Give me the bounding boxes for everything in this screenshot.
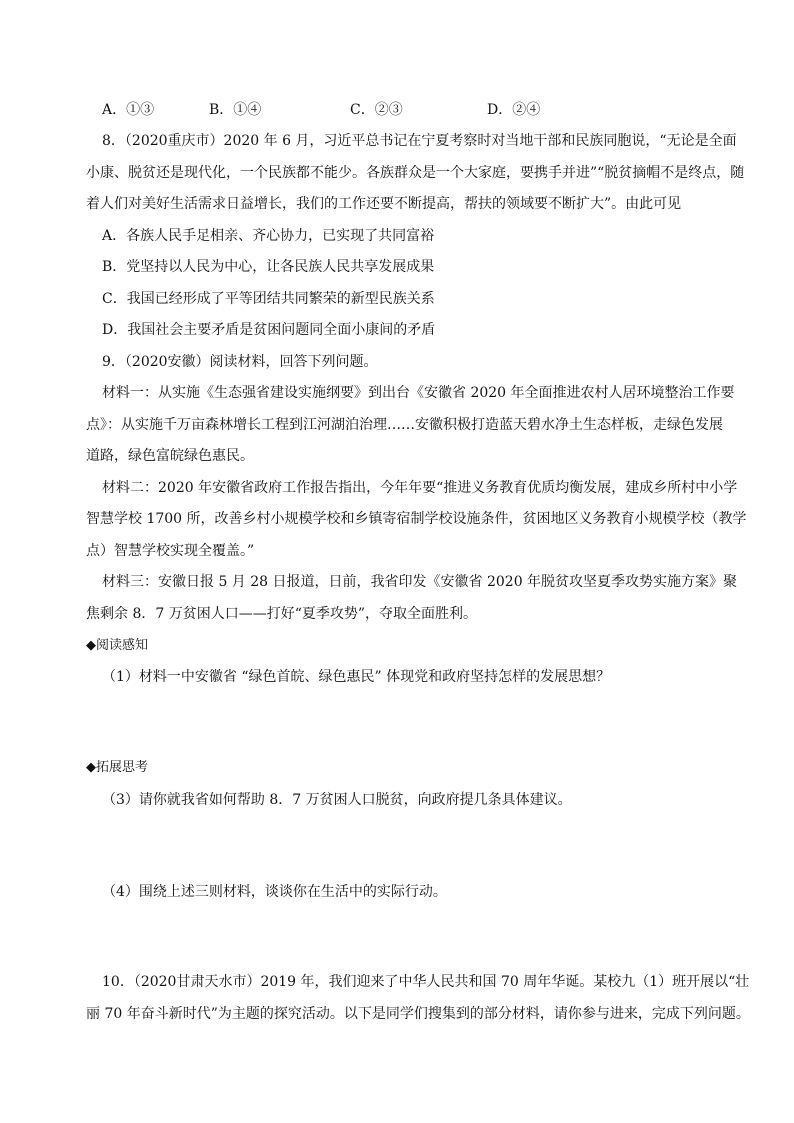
q9-material3-line1: 材料三：安徽日报 5 月 28 日报道，日前，我省印发《安徽省 2020 年脱贫攻坚夏季攻势实施方案》聚 <box>102 574 738 590</box>
q9-section-reading: ◆阅读感知 <box>86 638 148 653</box>
q9-material3-line2: 焦剩余 8．7 万贫困人口——打好“夏季攻势”，夺取全面胜利。 <box>86 606 478 622</box>
q9-subquestion-4: （4）围绕上述三则材料，谈谈你在生活中的实际行动。 <box>102 884 447 900</box>
q9-material1-line3: 道路，绿色富皖绿色惠民。 <box>86 448 254 464</box>
q8-option-a: A．各族人民手足相亲、齐心协力，已实现了共同富裕 <box>102 228 435 244</box>
q8-option-c: C．我国已经形成了平等团结共同繁荣的新型民族关系 <box>102 291 435 307</box>
q9-subquestion-1: （1）材料一中安徽省 “绿色首皖、绿色惠民” 体现党和政府坚持怎样的发展思想？ <box>102 669 611 685</box>
q9-material2-line1: 材料二：2020 年安徽省政府工作报告指出，今年年要“推进义务教育优质均衡发展，建成乡所村中小学 <box>102 480 738 496</box>
q10-stem-line2: 丽 70 年奋斗新时代”为主题的探究活动。以下是同学们搜集到的部分材料，请你参与进来，完成下列问题。 <box>86 1006 750 1022</box>
q7-option-d: D．②④ <box>487 102 541 118</box>
q9-section-extend: ◆拓展思考 <box>86 760 148 775</box>
q7-option-b: B．①④ <box>209 102 262 118</box>
q9-stem: 9．（2020安徽）阅读材料，回答下列问题。 <box>102 354 378 370</box>
q7-option-a: A．①③ <box>102 102 155 118</box>
q9-material2-line3: 点）智慧学校实现全覆盖。” <box>86 543 255 559</box>
q8-option-d: D．我国社会主要矛盾是贫困问题同全面小康间的矛盾 <box>102 322 436 338</box>
q8-stem-line2: 小康、脱贫还是现代化，一个民族都不能少。各族群众是一个大家庭，要携手并进”“脱贫摘帽不是终点，随 <box>86 165 745 181</box>
q7-option-c: C．②③ <box>350 102 403 118</box>
q9-material1-line1: 材料一：从实施《生态强省建设实施纲要》到出台《安徽省 2020 年全面推进农村人居环境整治工作要 <box>102 385 735 401</box>
q8-option-b: B．党坚持以人民为中心，让各民族人民共享发展成果 <box>102 259 435 275</box>
q9-material1-line2: 点》：从实施千万亩森林增长工程到江河湖泊治理……安徽积极打造蓝天碧水净土生态样板，走绿色发展 <box>86 417 723 433</box>
q8-stem-line3: 着人们对美好生活需求日益增长，我们的工作还要不断提高，帮扶的领域要不断扩大”。由此可见 <box>86 196 682 212</box>
q9-material2-line2: 智慧学校 1700 所，改善乡村小规模学校和乡镇寄宿制学校设施条件，贫困地区义务教育小规模学校（教学 <box>86 511 747 527</box>
q8-stem-line1: 8．（2020重庆市）2020 年 6 月，习近平总书记在宁夏考察时对当地干部和民族同胞说，“无论是全面 <box>102 133 737 149</box>
q10-stem-line1: 10．（2020甘肃天水市）2019 年，我们迎来了中华人民共和国 70 周年华诞。某校九（1）班开展以“壮 <box>102 974 750 990</box>
q9-subquestion-3: （3）请你就我省如何帮助 8．7 万贫困人口脱贫，向政府提几条具体建议。 <box>102 792 572 808</box>
